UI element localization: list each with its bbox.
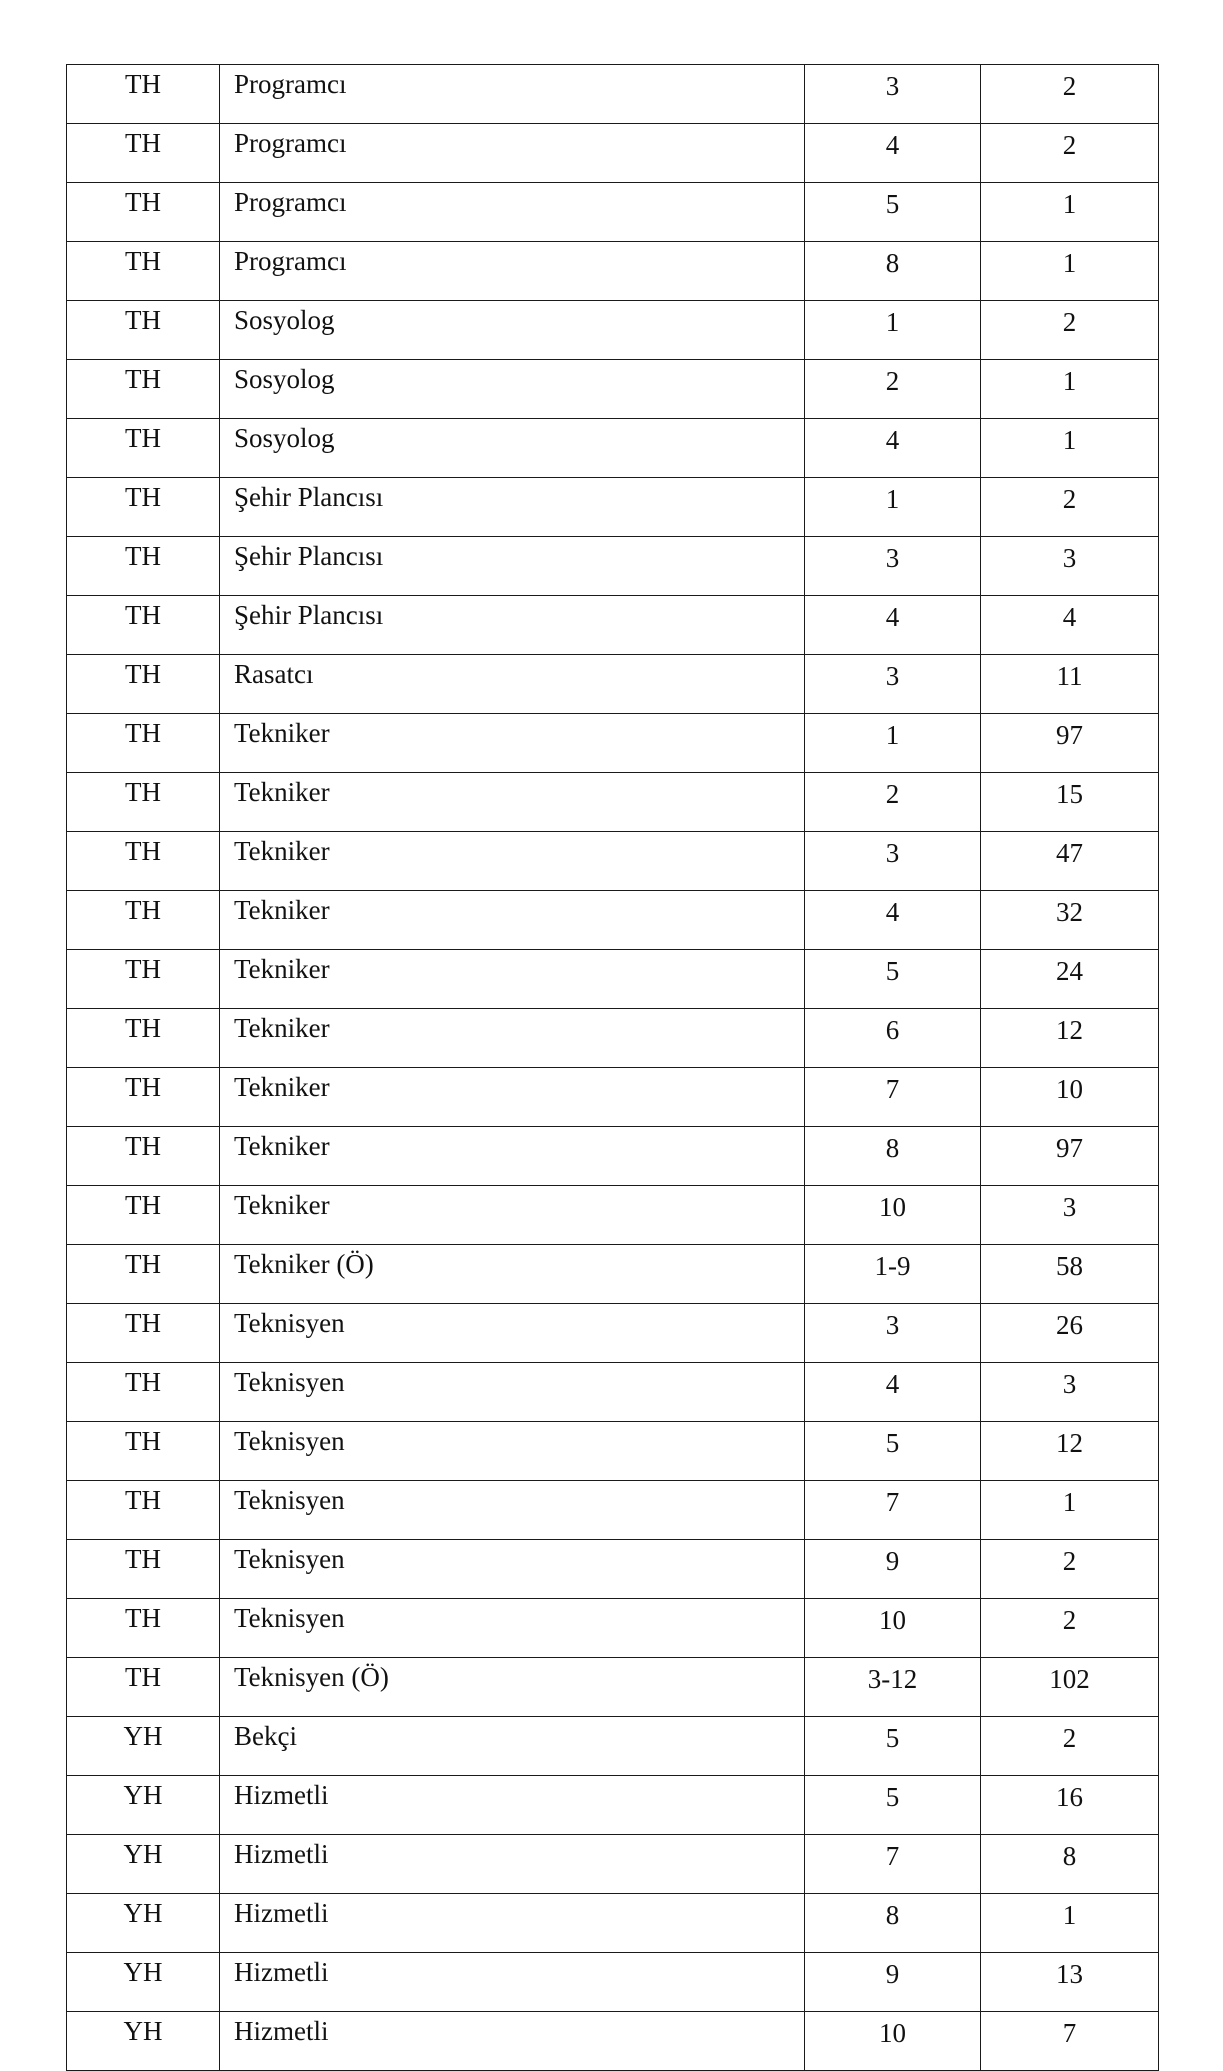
table-row	[67, 1422, 1159, 1481]
count-cell: 2	[981, 1599, 1159, 1658]
count-cell: 1	[981, 183, 1159, 242]
service-class-cell: TH	[67, 1363, 220, 1422]
table-row	[67, 1658, 1159, 1717]
table-row	[67, 1363, 1159, 1422]
table-row	[67, 1481, 1159, 1540]
position-title-cell: Hizmetli	[220, 1894, 805, 1953]
position-title-cell: Şehir Plancısı	[220, 596, 805, 655]
service-class-cell: TH	[67, 950, 220, 1009]
count-cell: 102	[981, 1658, 1159, 1717]
table-row	[67, 950, 1159, 1009]
table-row	[67, 773, 1159, 832]
service-class-cell: TH	[67, 1481, 220, 1540]
count-cell: 2	[981, 1717, 1159, 1776]
service-class-cell: TH	[67, 301, 220, 360]
count-cell: 24	[981, 950, 1159, 1009]
count-cell: 3	[981, 537, 1159, 596]
staff-position-table	[66, 64, 1159, 2071]
service-class-cell: TH	[67, 1658, 220, 1717]
count-cell: 1	[981, 1894, 1159, 1953]
table-row	[67, 1540, 1159, 1599]
table-row	[67, 891, 1159, 950]
grade-cell: 9	[805, 1540, 981, 1599]
service-class-cell: TH	[67, 478, 220, 537]
count-cell: 15	[981, 773, 1159, 832]
table-row	[67, 596, 1159, 655]
position-title-cell: Tekniker	[220, 773, 805, 832]
count-cell: 1	[981, 242, 1159, 301]
position-title-cell: Sosyolog	[220, 360, 805, 419]
table-row	[67, 1304, 1159, 1363]
service-class-cell: YH	[67, 1953, 220, 2012]
table-row	[67, 301, 1159, 360]
grade-cell: 10	[805, 1186, 981, 1245]
service-class-cell: TH	[67, 124, 220, 183]
position-title-cell: Teknisyen	[220, 1422, 805, 1481]
table-row	[67, 1953, 1159, 2012]
grade-cell: 5	[805, 183, 981, 242]
grade-cell: 1	[805, 714, 981, 773]
table-row	[67, 1245, 1159, 1304]
table-row	[67, 1127, 1159, 1186]
count-cell: 2	[981, 478, 1159, 537]
service-class-cell: TH	[67, 242, 220, 301]
position-title-cell: Programcı	[220, 183, 805, 242]
service-class-cell: TH	[67, 655, 220, 714]
position-title-cell: Tekniker	[220, 1068, 805, 1127]
service-class-cell: TH	[67, 1245, 220, 1304]
table-row	[67, 655, 1159, 714]
service-class-cell: TH	[67, 1540, 220, 1599]
grade-cell: 8	[805, 1127, 981, 1186]
table-row	[67, 537, 1159, 596]
table-row	[67, 1599, 1159, 1658]
table-row	[67, 1894, 1159, 1953]
grade-cell: 3	[805, 537, 981, 596]
position-title-cell: Programcı	[220, 242, 805, 301]
table-row	[67, 419, 1159, 478]
count-cell: 1	[981, 360, 1159, 419]
service-class-cell: TH	[67, 1304, 220, 1363]
grade-cell: 4	[805, 1363, 981, 1422]
grade-cell: 10	[805, 2012, 981, 2071]
grade-cell: 4	[805, 891, 981, 950]
grade-cell: 2	[805, 360, 981, 419]
count-cell: 1	[981, 419, 1159, 478]
service-class-cell: TH	[67, 419, 220, 478]
table-row	[67, 1717, 1159, 1776]
table-row	[67, 65, 1159, 124]
count-cell: 3	[981, 1186, 1159, 1245]
count-cell: 7	[981, 2012, 1159, 2071]
grade-cell: 3	[805, 655, 981, 714]
position-title-cell: Teknisyen	[220, 1599, 805, 1658]
position-title-cell: Programcı	[220, 124, 805, 183]
count-cell: 4	[981, 596, 1159, 655]
count-cell: 8	[981, 1835, 1159, 1894]
position-title-cell: Tekniker	[220, 714, 805, 773]
count-cell: 12	[981, 1009, 1159, 1068]
table-row	[67, 714, 1159, 773]
service-class-cell: TH	[67, 714, 220, 773]
service-class-cell: YH	[67, 1776, 220, 1835]
grade-cell: 7	[805, 1481, 981, 1540]
position-title-cell: Teknisyen	[220, 1481, 805, 1540]
grade-cell: 2	[805, 773, 981, 832]
grade-cell: 10	[805, 1599, 981, 1658]
grade-cell: 3	[805, 832, 981, 891]
count-cell: 3	[981, 1363, 1159, 1422]
count-cell: 32	[981, 891, 1159, 950]
table-row	[67, 183, 1159, 242]
table-row	[67, 360, 1159, 419]
count-cell: 13	[981, 1953, 1159, 2012]
position-title-cell: Tekniker	[220, 1127, 805, 1186]
service-class-cell: TH	[67, 1422, 220, 1481]
position-title-cell: Hizmetli	[220, 1776, 805, 1835]
service-class-cell: TH	[67, 537, 220, 596]
position-title-cell: Tekniker	[220, 832, 805, 891]
grade-cell: 3-12	[805, 1658, 981, 1717]
service-class-cell: TH	[67, 1009, 220, 1068]
service-class-cell: TH	[67, 891, 220, 950]
grade-cell: 7	[805, 1068, 981, 1127]
table-row	[67, 1776, 1159, 1835]
position-title-cell: Bekçi	[220, 1717, 805, 1776]
count-cell: 97	[981, 1127, 1159, 1186]
position-title-cell: Tekniker	[220, 1009, 805, 1068]
service-class-cell: YH	[67, 2012, 220, 2071]
grade-cell: 4	[805, 419, 981, 478]
table-row	[67, 832, 1159, 891]
count-cell: 2	[981, 124, 1159, 183]
position-title-cell: Rasatcı	[220, 655, 805, 714]
service-class-cell: TH	[67, 65, 220, 124]
grade-cell: 1	[805, 301, 981, 360]
position-title-cell: Teknisyen	[220, 1304, 805, 1363]
service-class-cell: TH	[67, 832, 220, 891]
table-row	[67, 478, 1159, 537]
position-title-cell: Hizmetli	[220, 1835, 805, 1894]
service-class-cell: TH	[67, 596, 220, 655]
grade-cell: 3	[805, 65, 981, 124]
count-cell: 97	[981, 714, 1159, 773]
table-row	[67, 124, 1159, 183]
position-title-cell: Hizmetli	[220, 1953, 805, 2012]
position-title-cell: Tekniker	[220, 950, 805, 1009]
table-row	[67, 1068, 1159, 1127]
service-class-cell: TH	[67, 360, 220, 419]
grade-cell: 8	[805, 1894, 981, 1953]
grade-cell: 5	[805, 1776, 981, 1835]
count-cell: 12	[981, 1422, 1159, 1481]
service-class-cell: TH	[67, 773, 220, 832]
grade-cell: 8	[805, 242, 981, 301]
grade-cell: 6	[805, 1009, 981, 1068]
grade-cell: 5	[805, 950, 981, 1009]
grade-cell: 1	[805, 478, 981, 537]
grade-cell: 5	[805, 1717, 981, 1776]
count-cell: 2	[981, 1540, 1159, 1599]
count-cell: 10	[981, 1068, 1159, 1127]
position-title-cell: Hizmetli	[220, 2012, 805, 2071]
service-class-cell: TH	[67, 1599, 220, 1658]
grade-cell: 4	[805, 596, 981, 655]
position-title-cell: Teknisyen (Ö)	[220, 1658, 805, 1717]
grade-cell: 9	[805, 1953, 981, 2012]
service-class-cell: TH	[67, 1127, 220, 1186]
service-class-cell: TH	[67, 1186, 220, 1245]
position-title-cell: Tekniker (Ö)	[220, 1245, 805, 1304]
count-cell: 26	[981, 1304, 1159, 1363]
table-row	[67, 1009, 1159, 1068]
service-class-cell: YH	[67, 1894, 220, 1953]
position-title-cell: Teknisyen	[220, 1363, 805, 1422]
position-title-cell: Programcı	[220, 65, 805, 124]
table-row	[67, 242, 1159, 301]
count-cell: 16	[981, 1776, 1159, 1835]
count-cell: 2	[981, 301, 1159, 360]
position-title-cell: Tekniker	[220, 1186, 805, 1245]
position-title-cell: Sosyolog	[220, 419, 805, 478]
position-title-cell: Teknisyen	[220, 1540, 805, 1599]
grade-cell: 3	[805, 1304, 981, 1363]
position-title-cell: Şehir Plancısı	[220, 537, 805, 596]
count-cell: 2	[981, 65, 1159, 124]
grade-cell: 4	[805, 124, 981, 183]
table-body	[67, 65, 1159, 2071]
position-title-cell: Şehir Plancısı	[220, 478, 805, 537]
table-row	[67, 2012, 1159, 2071]
service-class-cell: TH	[67, 1068, 220, 1127]
service-class-cell: YH	[67, 1835, 220, 1894]
service-class-cell: TH	[67, 183, 220, 242]
grade-cell: 7	[805, 1835, 981, 1894]
service-class-cell: YH	[67, 1717, 220, 1776]
count-cell: 11	[981, 655, 1159, 714]
position-title-cell: Sosyolog	[220, 301, 805, 360]
table-row	[67, 1186, 1159, 1245]
count-cell: 47	[981, 832, 1159, 891]
position-title-cell: Tekniker	[220, 891, 805, 950]
grade-cell: 1-9	[805, 1245, 981, 1304]
count-cell: 1	[981, 1481, 1159, 1540]
table-row	[67, 1835, 1159, 1894]
grade-cell: 5	[805, 1422, 981, 1481]
count-cell: 58	[981, 1245, 1159, 1304]
